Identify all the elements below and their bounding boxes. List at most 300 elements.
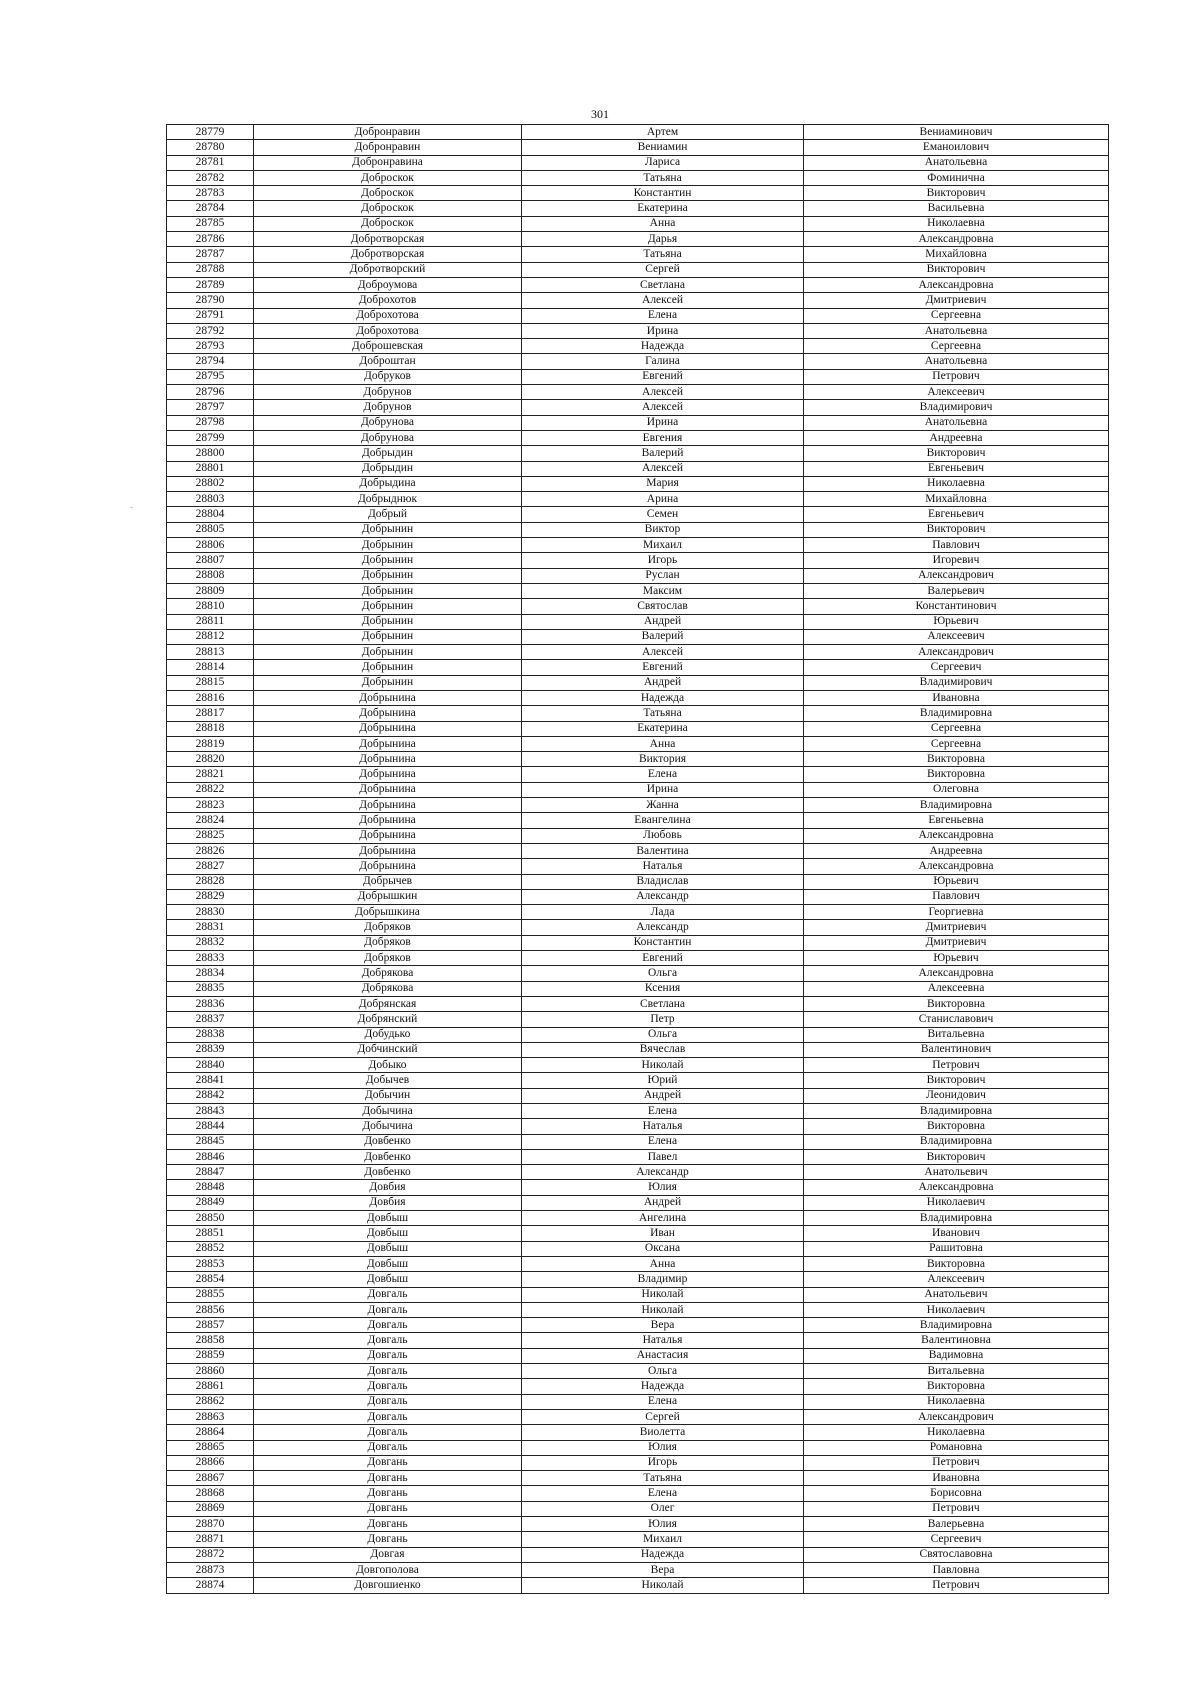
last-name-cell: Добрынин <box>254 553 522 568</box>
first-name-cell: Ирина <box>522 415 804 430</box>
last-name-cell: Добрынина <box>254 813 522 828</box>
record-number-cell: 28782 <box>167 170 254 185</box>
record-number-cell: 28856 <box>167 1302 254 1317</box>
record-number-cell: 28861 <box>167 1379 254 1394</box>
table-row <box>167 1134 1109 1149</box>
first-name-cell: Михаил <box>522 1532 804 1547</box>
patronymic-cell: Владимировна <box>804 1134 1109 1149</box>
record-number-cell: 28864 <box>167 1425 254 1440</box>
patronymic-cell: Павловна <box>804 1562 1109 1577</box>
table-row <box>167 507 1109 522</box>
first-name-cell: Павел <box>522 1149 804 1164</box>
table-row <box>167 1012 1109 1027</box>
last-name-cell: Добрянская <box>254 996 522 1011</box>
record-number-cell: 28799 <box>167 430 254 445</box>
patronymic-cell: Дмитриевич <box>804 920 1109 935</box>
record-number-cell: 28833 <box>167 951 254 966</box>
table-row <box>167 889 1109 904</box>
table-row <box>167 1058 1109 1073</box>
patronymic-cell: Михайловна <box>804 247 1109 262</box>
last-name-cell: Довгаль <box>254 1440 522 1455</box>
last-name-cell: Довгань <box>254 1471 522 1486</box>
patronymic-cell: Еманоилович <box>804 140 1109 155</box>
patronymic-cell: Сергеевна <box>804 736 1109 751</box>
first-name-cell: Лада <box>522 905 804 920</box>
roster-body <box>167 125 1109 1594</box>
last-name-cell: Довгополова <box>254 1562 522 1577</box>
record-number-cell: 28859 <box>167 1348 254 1363</box>
patronymic-cell: Александрович <box>804 568 1109 583</box>
record-number-cell: 28865 <box>167 1440 254 1455</box>
last-name-cell: Добрынин <box>254 568 522 583</box>
patronymic-cell: Алексеевич <box>804 1272 1109 1287</box>
first-name-cell: Вениамин <box>522 140 804 155</box>
table-row <box>167 1348 1109 1363</box>
last-name-cell: Добрунова <box>254 415 522 430</box>
table-row <box>167 966 1109 981</box>
table-row <box>167 1379 1109 1394</box>
record-number-cell: 28829 <box>167 889 254 904</box>
table-row <box>167 262 1109 277</box>
record-number-cell: 28809 <box>167 583 254 598</box>
table-row <box>167 1027 1109 1042</box>
record-number-cell: 28867 <box>167 1471 254 1486</box>
record-number-cell: 28840 <box>167 1058 254 1073</box>
record-number-cell: 28860 <box>167 1364 254 1379</box>
first-name-cell: Валерий <box>522 629 804 644</box>
last-name-cell: Довбенко <box>254 1165 522 1180</box>
patronymic-cell: Петрович <box>804 1501 1109 1516</box>
last-name-cell: Доброскок <box>254 170 522 185</box>
first-name-cell: Юлия <box>522 1180 804 1195</box>
record-number-cell: 28779 <box>167 125 254 140</box>
patronymic-cell: Анатольевич <box>804 1165 1109 1180</box>
first-name-cell: Ксения <box>522 981 804 996</box>
table-row <box>167 522 1109 537</box>
record-number-cell: 28786 <box>167 232 254 247</box>
table-row <box>167 170 1109 185</box>
patronymic-cell: Вадимовна <box>804 1348 1109 1363</box>
record-number-cell: 28788 <box>167 262 254 277</box>
record-number-cell: 28836 <box>167 996 254 1011</box>
first-name-cell: Владимир <box>522 1272 804 1287</box>
table-row <box>167 629 1109 644</box>
first-name-cell: Елена <box>522 767 804 782</box>
last-name-cell: Добрый <box>254 507 522 522</box>
table-row <box>167 996 1109 1011</box>
first-name-cell: Константин <box>522 935 804 950</box>
last-name-cell: Довгаль <box>254 1318 522 1333</box>
record-number-cell: 28794 <box>167 354 254 369</box>
first-name-cell: Евгений <box>522 660 804 675</box>
last-name-cell: Добрынина <box>254 706 522 721</box>
record-number-cell: 28815 <box>167 675 254 690</box>
first-name-cell: Галина <box>522 354 804 369</box>
first-name-cell: Семен <box>522 507 804 522</box>
patronymic-cell: Александровна <box>804 232 1109 247</box>
patronymic-cell: Сергеевна <box>804 308 1109 323</box>
patronymic-cell: Александровна <box>804 277 1109 292</box>
table-row <box>167 323 1109 338</box>
record-number-cell: 28841 <box>167 1073 254 1088</box>
record-number-cell: 28793 <box>167 339 254 354</box>
record-number-cell: 28874 <box>167 1578 254 1593</box>
table-row <box>167 140 1109 155</box>
patronymic-cell: Петрович <box>804 1455 1109 1470</box>
patronymic-cell: Викторович <box>804 446 1109 461</box>
patronymic-cell: Викторовна <box>804 1256 1109 1271</box>
patronymic-cell: Александровна <box>804 1180 1109 1195</box>
record-number-cell: 28792 <box>167 323 254 338</box>
first-name-cell: Виктория <box>522 752 804 767</box>
patronymic-cell: Валентинович <box>804 1042 1109 1057</box>
record-number-cell: 28784 <box>167 201 254 216</box>
last-name-cell: Добычина <box>254 1104 522 1119</box>
first-name-cell: Надежда <box>522 690 804 705</box>
record-number-cell: 28825 <box>167 828 254 843</box>
first-name-cell: Светлана <box>522 996 804 1011</box>
record-number-cell: 28835 <box>167 981 254 996</box>
table-row <box>167 1532 1109 1547</box>
table-row <box>167 430 1109 445</box>
last-name-cell: Добрынин <box>254 614 522 629</box>
first-name-cell: Мария <box>522 476 804 491</box>
patronymic-cell: Николаевич <box>804 1195 1109 1210</box>
first-name-cell: Евгения <box>522 430 804 445</box>
first-name-cell: Татьяна <box>522 170 804 185</box>
patronymic-cell: Валерьевич <box>804 583 1109 598</box>
table-row <box>167 369 1109 384</box>
patronymic-cell: Валентиновна <box>804 1333 1109 1348</box>
table-row <box>167 1333 1109 1348</box>
record-number-cell: 28813 <box>167 645 254 660</box>
record-number-cell: 28797 <box>167 400 254 415</box>
patronymic-cell: Владимировна <box>804 1318 1109 1333</box>
patronymic-cell: Рашитовна <box>804 1241 1109 1256</box>
table-row <box>167 354 1109 369</box>
table-row <box>167 277 1109 292</box>
last-name-cell: Добронравин <box>254 140 522 155</box>
last-name-cell: Добруков <box>254 369 522 384</box>
table-row <box>167 798 1109 813</box>
table-row <box>167 1119 1109 1134</box>
first-name-cell: Елена <box>522 308 804 323</box>
table-row <box>167 1394 1109 1409</box>
table-row <box>167 813 1109 828</box>
last-name-cell: Доброхотова <box>254 323 522 338</box>
first-name-cell: Святослав <box>522 599 804 614</box>
patronymic-cell: Владимировна <box>804 1104 1109 1119</box>
patronymic-cell: Игоревич <box>804 553 1109 568</box>
first-name-cell: Елена <box>522 1104 804 1119</box>
record-number-cell: 28868 <box>167 1486 254 1501</box>
table-row <box>167 1272 1109 1287</box>
patronymic-cell: Витальевна <box>804 1364 1109 1379</box>
patronymic-cell: Петрович <box>804 1578 1109 1593</box>
patronymic-cell: Владимировна <box>804 1211 1109 1226</box>
record-number-cell: 28822 <box>167 782 254 797</box>
table-row <box>167 843 1109 858</box>
table-row <box>167 599 1109 614</box>
table-row <box>167 583 1109 598</box>
last-name-cell: Довгань <box>254 1532 522 1547</box>
table-row <box>167 874 1109 889</box>
last-name-cell: Добрынина <box>254 798 522 813</box>
patronymic-cell: Михайловна <box>804 492 1109 507</box>
last-name-cell: Добрунов <box>254 400 522 415</box>
last-name-cell: Довгаль <box>254 1394 522 1409</box>
last-name-cell: Добрякова <box>254 981 522 996</box>
patronymic-cell: Сергеевич <box>804 660 1109 675</box>
last-name-cell: Добряков <box>254 920 522 935</box>
record-number-cell: 28851 <box>167 1226 254 1241</box>
last-name-cell: Добрунов <box>254 385 522 400</box>
record-number-cell: 28790 <box>167 293 254 308</box>
last-name-cell: Добрынин <box>254 583 522 598</box>
record-number-cell: 28795 <box>167 369 254 384</box>
first-name-cell: Игорь <box>522 1455 804 1470</box>
record-number-cell: 28852 <box>167 1241 254 1256</box>
patronymic-cell: Николаевна <box>804 1394 1109 1409</box>
first-name-cell: Александр <box>522 889 804 904</box>
last-name-cell: Довгаль <box>254 1333 522 1348</box>
table-row <box>167 476 1109 491</box>
patronymic-cell: Васильевна <box>804 201 1109 216</box>
table-row <box>167 706 1109 721</box>
last-name-cell: Довгань <box>254 1517 522 1532</box>
last-name-cell: Добрынина <box>254 828 522 843</box>
first-name-cell: Наталья <box>522 1333 804 1348</box>
table-row <box>167 1455 1109 1470</box>
first-name-cell: Юлия <box>522 1440 804 1455</box>
first-name-cell: Валерий <box>522 446 804 461</box>
first-name-cell: Игорь <box>522 553 804 568</box>
record-number-cell: 28838 <box>167 1027 254 1042</box>
record-number-cell: 28854 <box>167 1272 254 1287</box>
first-name-cell: Ольга <box>522 1027 804 1042</box>
patronymic-cell: Евгеньевич <box>804 507 1109 522</box>
last-name-cell: Добыко <box>254 1058 522 1073</box>
first-name-cell: Наталья <box>522 859 804 874</box>
last-name-cell: Добрыдин <box>254 446 522 461</box>
patronymic-cell: Александрович <box>804 1409 1109 1424</box>
patronymic-cell: Ивановна <box>804 690 1109 705</box>
table-row <box>167 247 1109 262</box>
first-name-cell: Александр <box>522 920 804 935</box>
record-number-cell: 28820 <box>167 752 254 767</box>
first-name-cell: Вячеслав <box>522 1042 804 1057</box>
record-number-cell: 28781 <box>167 155 254 170</box>
patronymic-cell: Дмитриевич <box>804 293 1109 308</box>
record-number-cell: 28834 <box>167 966 254 981</box>
first-name-cell: Юрий <box>522 1073 804 1088</box>
patronymic-cell: Витальевна <box>804 1027 1109 1042</box>
record-number-cell: 28791 <box>167 308 254 323</box>
last-name-cell: Довбыш <box>254 1256 522 1271</box>
record-number-cell: 28846 <box>167 1149 254 1164</box>
table-row <box>167 216 1109 231</box>
patronymic-cell: Викторович <box>804 522 1109 537</box>
first-name-cell: Владислав <box>522 874 804 889</box>
patronymic-cell: Владимировна <box>804 798 1109 813</box>
patronymic-cell: Александрович <box>804 645 1109 660</box>
last-name-cell: Добрынин <box>254 660 522 675</box>
last-name-cell: Доброштан <box>254 354 522 369</box>
record-number-cell: 28810 <box>167 599 254 614</box>
table-row <box>167 645 1109 660</box>
table-row <box>167 951 1109 966</box>
last-name-cell: Добрыдин <box>254 461 522 476</box>
table-row <box>167 400 1109 415</box>
patronymic-cell: Анатольевна <box>804 323 1109 338</box>
record-number-cell: 28801 <box>167 461 254 476</box>
first-name-cell: Николай <box>522 1578 804 1593</box>
record-number-cell: 28803 <box>167 492 254 507</box>
record-number-cell: 28824 <box>167 813 254 828</box>
last-name-cell: Довбенко <box>254 1134 522 1149</box>
first-name-cell: Александр <box>522 1165 804 1180</box>
record-number-cell: 28842 <box>167 1088 254 1103</box>
first-name-cell: Лариса <box>522 155 804 170</box>
first-name-cell: Виктор <box>522 522 804 537</box>
last-name-cell: Добрынин <box>254 629 522 644</box>
patronymic-cell: Анатольевна <box>804 415 1109 430</box>
record-number-cell: 28811 <box>167 614 254 629</box>
patronymic-cell: Николаевна <box>804 1425 1109 1440</box>
table-row <box>167 125 1109 140</box>
first-name-cell: Юлия <box>522 1517 804 1532</box>
first-name-cell: Арина <box>522 492 804 507</box>
last-name-cell: Доброумова <box>254 277 522 292</box>
last-name-cell: Довбенко <box>254 1149 522 1164</box>
table-row <box>167 568 1109 583</box>
last-name-cell: Добротворский <box>254 262 522 277</box>
record-number-cell: 28844 <box>167 1119 254 1134</box>
table-row <box>167 1425 1109 1440</box>
table-row <box>167 1195 1109 1210</box>
record-number-cell: 28798 <box>167 415 254 430</box>
last-name-cell: Добряков <box>254 935 522 950</box>
page-number: 301 <box>591 107 609 121</box>
last-name-cell: Добронравин <box>254 125 522 140</box>
first-name-cell: Татьяна <box>522 247 804 262</box>
table-row <box>167 1211 1109 1226</box>
patronymic-cell: Ивановна <box>804 1471 1109 1486</box>
record-number-cell: 28818 <box>167 721 254 736</box>
table-row <box>167 1241 1109 1256</box>
record-number-cell: 28789 <box>167 277 254 292</box>
table-row <box>167 1165 1109 1180</box>
last-name-cell: Добудько <box>254 1027 522 1042</box>
patronymic-cell: Святославовна <box>804 1547 1109 1562</box>
first-name-cell: Петр <box>522 1012 804 1027</box>
last-name-cell: Добрынина <box>254 782 522 797</box>
patronymic-cell: Юрьевич <box>804 951 1109 966</box>
record-number-cell: 28802 <box>167 476 254 491</box>
first-name-cell: Светлана <box>522 277 804 292</box>
first-name-cell: Артем <box>522 125 804 140</box>
last-name-cell: Довгань <box>254 1486 522 1501</box>
record-number-cell: 28858 <box>167 1333 254 1348</box>
first-name-cell: Надежда <box>522 1547 804 1562</box>
patronymic-cell: Вениаминович <box>804 125 1109 140</box>
first-name-cell: Алексей <box>522 645 804 660</box>
table-row <box>167 905 1109 920</box>
patronymic-cell: Алексеевич <box>804 629 1109 644</box>
patronymic-cell: Александровна <box>804 966 1109 981</box>
record-number-cell: 28848 <box>167 1180 254 1195</box>
table-row <box>167 721 1109 736</box>
patronymic-cell: Викторович <box>804 1149 1109 1164</box>
patronymic-cell: Анатольевна <box>804 155 1109 170</box>
record-number-cell: 28805 <box>167 522 254 537</box>
record-number-cell: 28819 <box>167 736 254 751</box>
patronymic-cell: Андреевна <box>804 430 1109 445</box>
last-name-cell: Добычин <box>254 1088 522 1103</box>
first-name-cell: Елена <box>522 1134 804 1149</box>
record-number-cell: 28780 <box>167 140 254 155</box>
last-name-cell: Довгаль <box>254 1425 522 1440</box>
record-number-cell: 28816 <box>167 690 254 705</box>
patronymic-cell: Николаевна <box>804 216 1109 231</box>
table-row <box>167 614 1109 629</box>
table-row <box>167 660 1109 675</box>
first-name-cell: Алексей <box>522 400 804 415</box>
table-row <box>167 1180 1109 1195</box>
table-row <box>167 1256 1109 1271</box>
table-row <box>167 1149 1109 1164</box>
first-name-cell: Вера <box>522 1562 804 1577</box>
first-name-cell: Ангелина <box>522 1211 804 1226</box>
patronymic-cell: Викторович <box>804 1073 1109 1088</box>
table-row <box>167 461 1109 476</box>
record-number-cell: 28843 <box>167 1104 254 1119</box>
first-name-cell: Екатерина <box>522 201 804 216</box>
record-number-cell: 28828 <box>167 874 254 889</box>
last-name-cell: Добрынина <box>254 690 522 705</box>
table-row <box>167 1042 1109 1057</box>
record-number-cell: 28837 <box>167 1012 254 1027</box>
record-number-cell: 28870 <box>167 1517 254 1532</box>
first-name-cell: Анастасия <box>522 1348 804 1363</box>
table-row <box>167 339 1109 354</box>
patronymic-cell: Станиславович <box>804 1012 1109 1027</box>
last-name-cell: Доброскок <box>254 216 522 231</box>
table-row <box>167 1318 1109 1333</box>
record-number-cell: 28862 <box>167 1394 254 1409</box>
record-number-cell: 28814 <box>167 660 254 675</box>
table-row <box>167 1517 1109 1532</box>
table-row <box>167 828 1109 843</box>
table-row <box>167 1471 1109 1486</box>
patronymic-cell: Георгиевна <box>804 905 1109 920</box>
table-row <box>167 553 1109 568</box>
patronymic-cell: Олеговна <box>804 782 1109 797</box>
first-name-cell: Алексей <box>522 293 804 308</box>
first-name-cell: Екатерина <box>522 721 804 736</box>
last-name-cell: Добрычев <box>254 874 522 889</box>
patronymic-cell: Анатольевич <box>804 1287 1109 1302</box>
first-name-cell: Максим <box>522 583 804 598</box>
record-number-cell: 28857 <box>167 1318 254 1333</box>
record-number-cell: 28849 <box>167 1195 254 1210</box>
first-name-cell: Вера <box>522 1318 804 1333</box>
table-row <box>167 935 1109 950</box>
patronymic-cell: Юрьевич <box>804 874 1109 889</box>
table-row <box>167 752 1109 767</box>
patronymic-cell: Евгеньевна <box>804 813 1109 828</box>
patronymic-cell: Фоминична <box>804 170 1109 185</box>
